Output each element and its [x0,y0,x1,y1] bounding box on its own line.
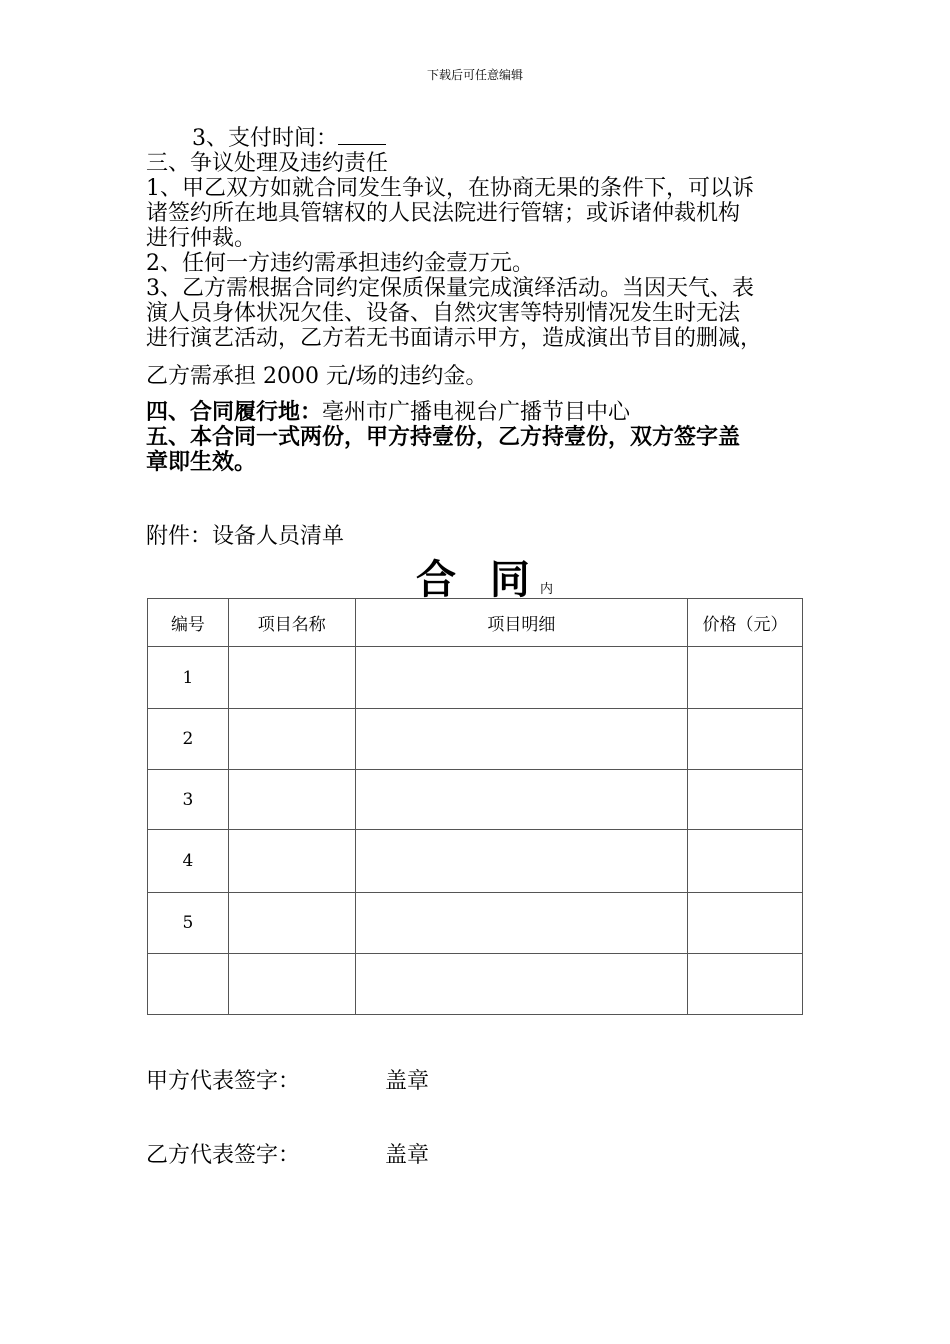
section4-line [146,400,630,425]
table-header-row [148,599,803,647]
table-cell [355,830,687,893]
payment-time-blank [338,126,386,145]
clause3-3-line4: 乙方需承担 2000 元/场的违约金。 [146,364,488,389]
table-cell [355,770,687,830]
table-header-cell: 编号 [148,599,229,647]
attachment-title-small: 内 [539,582,553,597]
clause3-3-line1: 3、乙方需根据合同约定保质保量完成演绎活动。当因天气、表 [146,276,754,301]
table-cell: 3 [148,770,229,830]
party-a-seal-label: 盖章 [385,1069,430,1094]
table-row [148,830,803,893]
table-row [148,954,803,1015]
section3-title [146,151,388,176]
table-cell [228,709,355,770]
table-cell: 1 [148,647,229,709]
table-cell [688,830,803,893]
table-row [148,709,803,770]
equipment-personnel-table [147,598,803,1015]
table-cell: 4 [148,830,229,893]
attachment-title-big: 合 同 [416,556,540,603]
table-cell [228,647,355,709]
section4-label: 四、合同履行地： [146,399,323,425]
section5-line2: 章即生效。 [146,449,257,475]
payment-time-line [192,126,386,151]
section5-line1: 五、本合同一式两份，甲方持壹份，乙方持壹份，双方签字盖 [146,424,741,450]
table-cell [355,954,687,1015]
table-cell [228,893,355,954]
clause3-1-line2: 诸签约所在地具管辖权的人民法院进行管辖；或诉诸仲裁机构 [146,201,741,226]
table-cell [688,647,803,709]
table-header-cell: 项目名称 [228,599,355,647]
party-b-seal-label: 盖章 [385,1143,430,1168]
table-header-cell: 项目明细 [355,599,687,647]
table-cell [355,893,687,954]
table-cell: 5 [148,893,229,954]
table-row [148,770,803,830]
table-cell [355,709,687,770]
table-cell [355,647,687,709]
attachment-label: 附件：设备人员清单 [146,524,345,549]
party-a-signature-label: 甲方代表签字： [146,1069,301,1094]
attachment-title [416,548,553,605]
table-cell [228,954,355,1015]
clause3-3-line2: 演人员身体状况欠佳、设备、自然灾害等特别情况发生时无法 [146,301,741,326]
table-cell [228,770,355,830]
clause3-2: 2、任何一方违约需承担违约金壹万元。 [146,251,534,276]
table-cell [688,709,803,770]
table-cell [688,770,803,830]
page-header-note: 下载后可任意编辑 [426,68,523,82]
table-cell [688,893,803,954]
payment-time-label: 3、支付时间： [192,126,338,151]
table-cell [688,954,803,1015]
party-b-signature-label: 乙方代表签字： [146,1143,301,1168]
section4-value: 亳州市广播电视台广播节目中心 [322,400,631,425]
table-cell: 2 [148,709,229,770]
table-row [148,647,803,709]
clause3-1-line3: 进行仲裁。 [146,226,257,251]
table-cell [228,830,355,893]
section3-title-text: 三、争议处理及违约责任 [146,151,389,176]
table-cell [148,954,229,1015]
clause3-1-line1: 1、甲乙双方如就合同发生争议，在协商无果的条件下，可以诉 [146,176,754,201]
table-row [148,893,803,954]
table-header-cell: 价格（元） [688,599,803,647]
clause3-3-line3: 进行演艺活动，乙方若无书面请示甲方，造成演出节目的删减， [146,326,763,351]
